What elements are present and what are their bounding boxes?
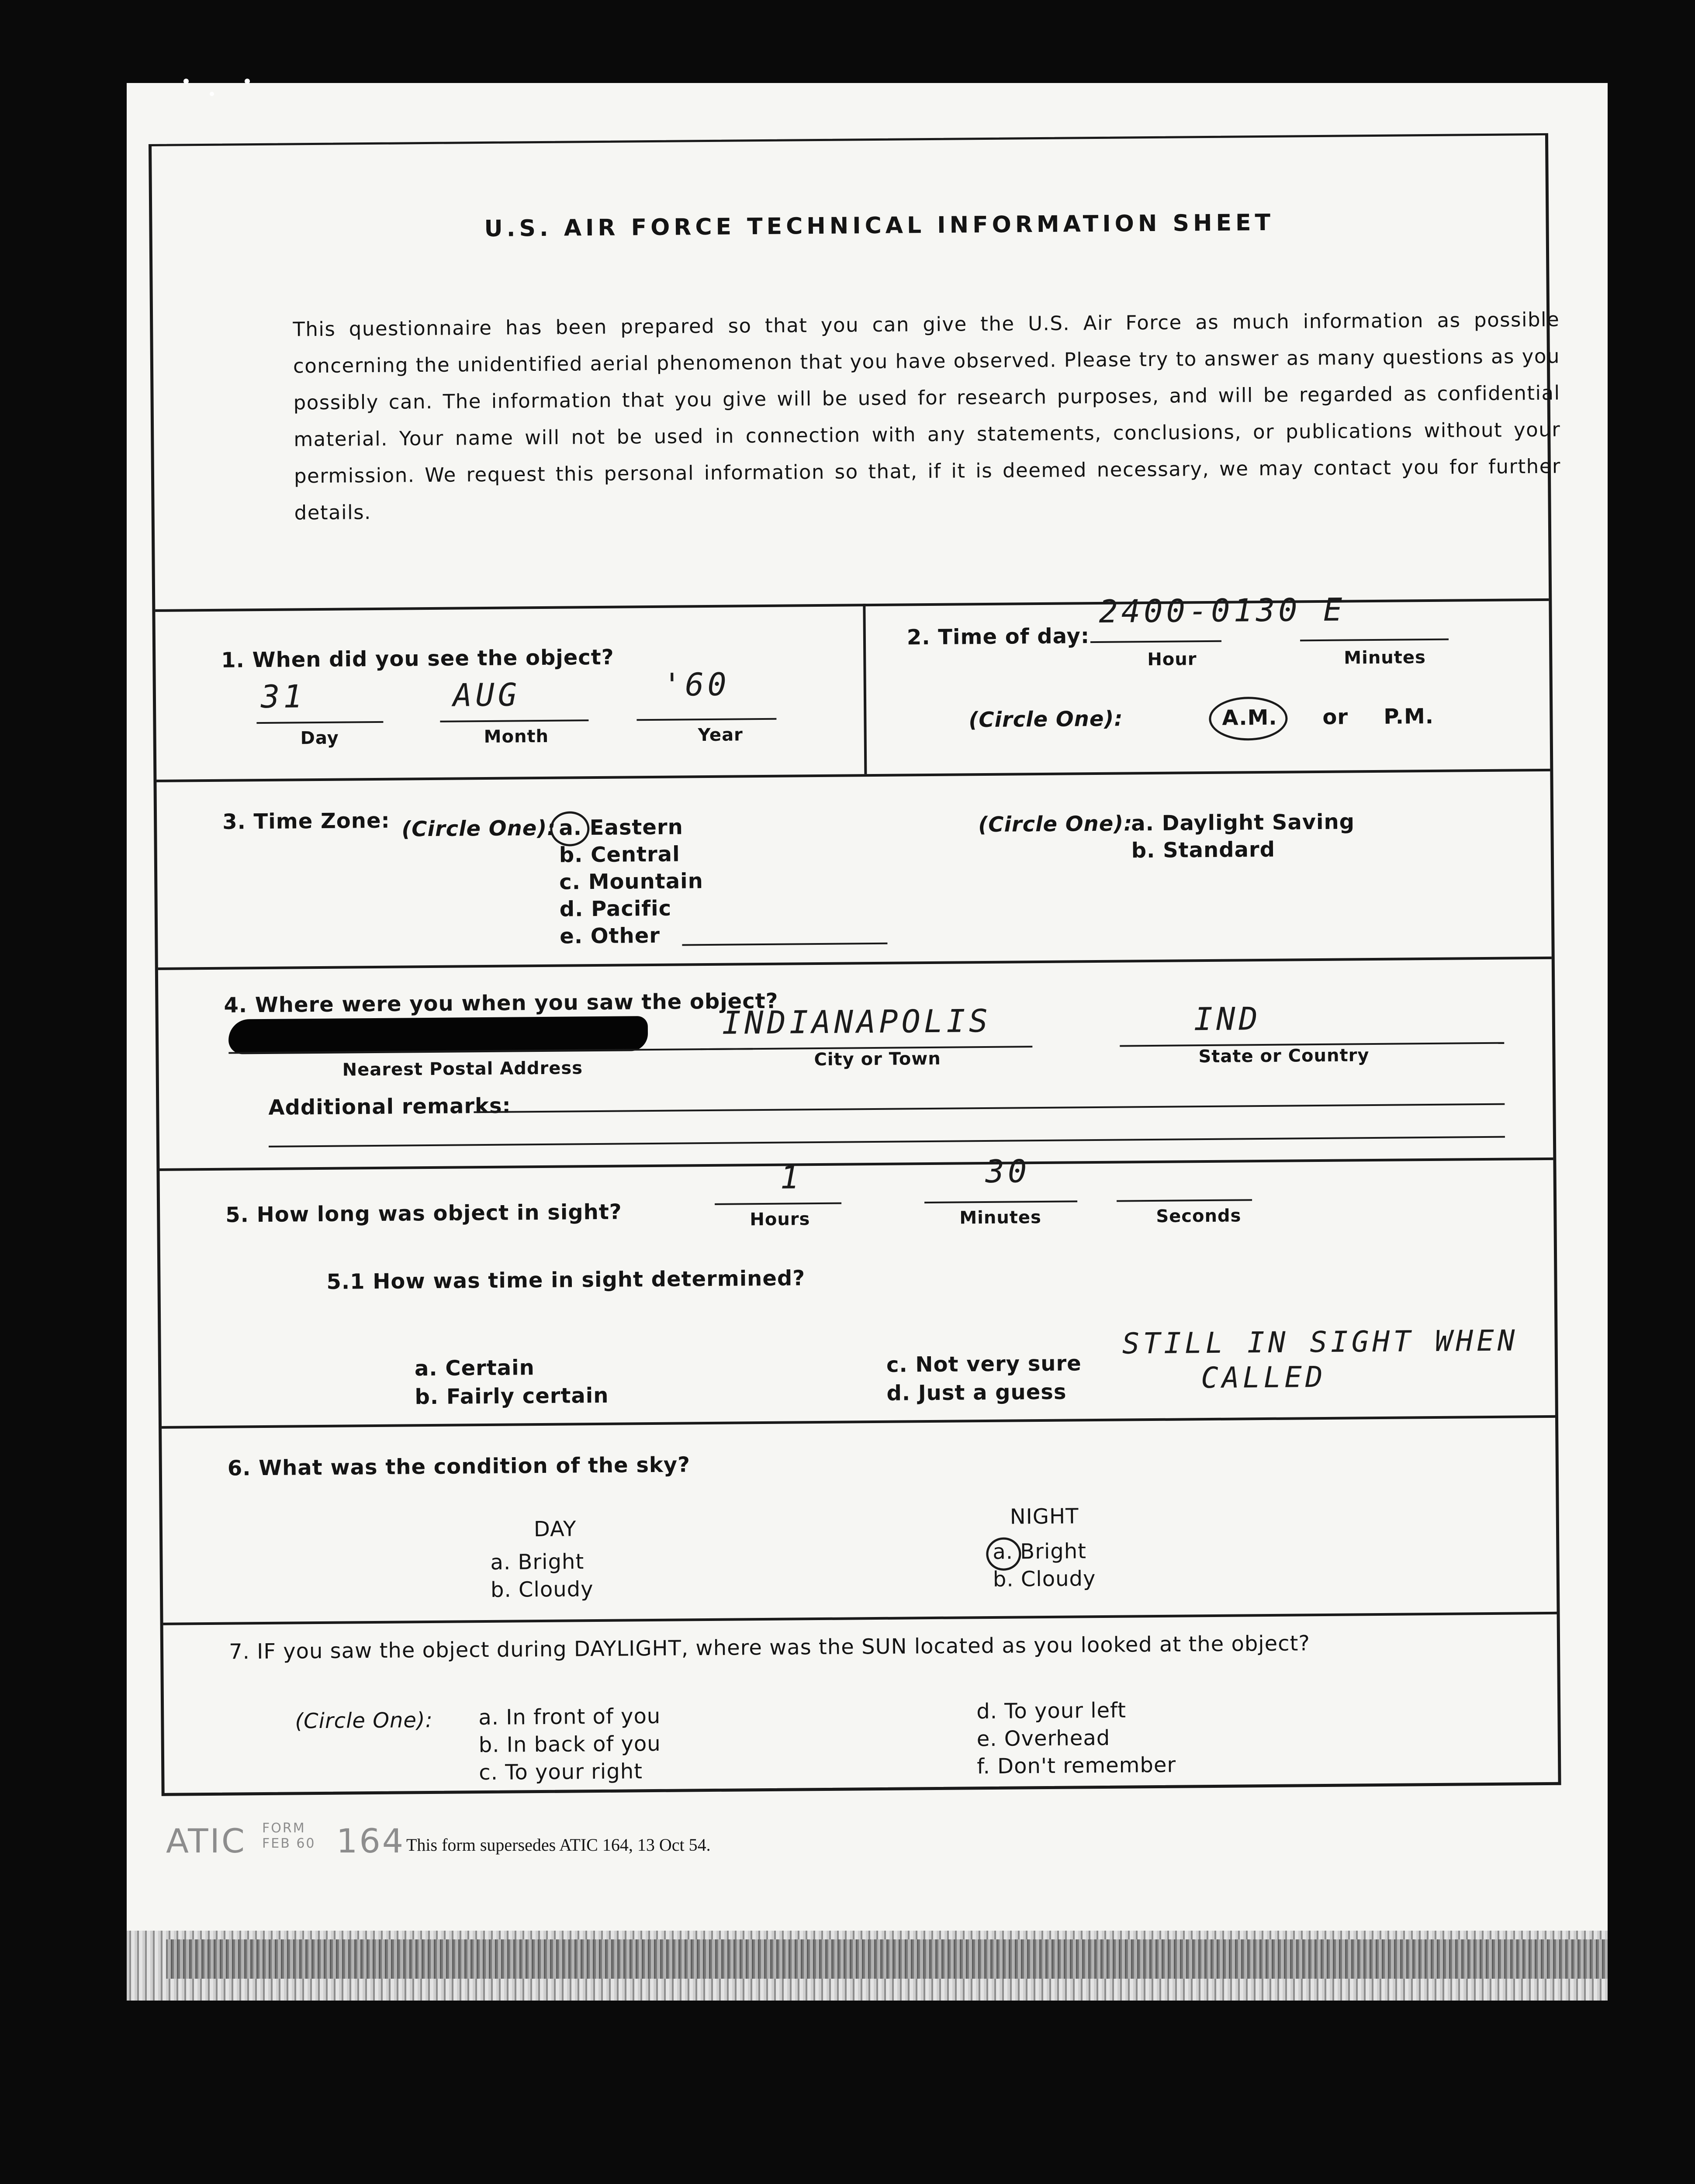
- q2-pm: P.M.: [1384, 704, 1434, 729]
- q5-seconds-caption: Seconds: [1156, 1206, 1242, 1227]
- q5-sub-label: 5.1 How was time in sight determined?: [326, 1266, 806, 1294]
- q4-state-caption: State or Country: [1198, 1045, 1370, 1067]
- form-stamp-word: FORM: [262, 1821, 306, 1836]
- q7-opt-e: e. Overhead: [976, 1725, 1110, 1752]
- q6-label: 6. What was the condition of the sky?: [227, 1452, 691, 1481]
- q2-label: 2. Time of day:: [906, 624, 1090, 650]
- q5-opt-d: d. Just a guess: [886, 1379, 1067, 1406]
- q2-circle-one: (Circle One):: [969, 706, 1123, 733]
- divider: [158, 957, 1552, 970]
- q4-address-caption: Nearest Postal Address: [342, 1058, 583, 1080]
- q1-label: 1. When did you see the object?: [221, 645, 614, 673]
- q2-minutes-line: [1300, 639, 1449, 642]
- q3-zone-c: c. Mountain: [559, 869, 703, 895]
- q2-hour-line: [1090, 640, 1221, 643]
- q5-opt-a: a. Certain: [414, 1355, 535, 1381]
- q1-month-value: AUG: [453, 676, 521, 714]
- intro-paragraph: This questionnaire has been prepared so that you can give the U.S. Air Force as much information as possible concerning the unidentified aerial phenomenon that you have observed. Please try to answer as many questions as you possibly can. The information that you give will be used for research purposes, and will be regarded as confidential material. Your name will not be used in connection with any statements, conclusions, or publications without your permission. We request this personal information so that, if it is deemed necessary, we may contact you for further details.: [293, 308, 1561, 525]
- q5-minutes-line: [924, 1200, 1077, 1203]
- q4-city-value: INDIANAPOLIS: [722, 1002, 992, 1041]
- q7-opt-c: c. To your right: [479, 1759, 643, 1785]
- divider: [163, 1612, 1557, 1625]
- q2-minutes-caption: Minutes: [1344, 647, 1426, 668]
- q5-hours-value: 1: [780, 1159, 803, 1196]
- q5-handwritten-note-line2: CALLED: [1200, 1360, 1326, 1395]
- q4-remarks-label: Additional remarks:: [268, 1093, 511, 1120]
- q7-opt-f: f. Don't remember: [977, 1752, 1176, 1779]
- divider: [156, 769, 1550, 782]
- q2-time-value: 2400-0130 E: [1099, 591, 1346, 630]
- q3-circle-one-zone: (Circle One):: [401, 816, 556, 842]
- q3-saving-a: a. Daylight Saving: [1131, 809, 1355, 836]
- q2-hour-caption: Hour: [1147, 649, 1197, 670]
- q4-label: 4. Where were you when you saw the object?: [224, 988, 778, 1018]
- q3-other-line: [682, 943, 887, 946]
- q5-hours-caption: Hours: [750, 1209, 810, 1230]
- q1-day-value: 31: [260, 678, 306, 715]
- q5-hours-line: [715, 1203, 841, 1205]
- q7-label: 7. IF you saw the object during DAYLIGHT, where was the SUN located as you looked at the object?: [228, 1631, 1311, 1664]
- form-title: U.S. AIR FORCE TECHNICAL INFORMATION SHEET: [484, 209, 1275, 242]
- q6-day-heading: DAY: [533, 1517, 577, 1542]
- q5-label: 5. How long was object in sight?: [225, 1199, 622, 1227]
- speck: [245, 79, 250, 84]
- q1-day-line: [256, 721, 383, 724]
- q6-day-b: b. Cloudy: [490, 1577, 594, 1602]
- q1-year-caption: Year: [698, 725, 743, 746]
- q5-opt-b: b. Fairly certain: [415, 1383, 609, 1410]
- q1-year-value: '60: [662, 666, 730, 703]
- q5-opt-c: c. Not very sure: [886, 1351, 1082, 1377]
- divider: [159, 1158, 1553, 1171]
- form-number: 164: [336, 1821, 405, 1860]
- q1-day-caption: Day: [300, 728, 339, 749]
- q2-or: or: [1322, 705, 1349, 729]
- divider: [162, 1415, 1555, 1429]
- q1-year-line: [636, 718, 776, 721]
- q7-opt-d: d. To your left: [976, 1698, 1127, 1724]
- form-stamp: ATIC: [166, 1821, 246, 1860]
- underlying-sheet-shadow: [166, 1939, 1608, 1979]
- redaction-mark: [228, 1016, 648, 1054]
- q3-zone-e: e. Other: [560, 923, 661, 949]
- q4-city-caption: City or Town: [814, 1048, 941, 1070]
- q3-zone-b: b. Central: [559, 842, 680, 867]
- q3-circle-one-saving: (Circle One):: [978, 811, 1133, 837]
- q6-day-a: a. Bright: [490, 1549, 585, 1575]
- q4-remarks-line-1: [474, 1103, 1505, 1113]
- q3-label: 3. Time Zone:: [222, 808, 390, 834]
- q6-night-heading: NIGHT: [1010, 1504, 1079, 1529]
- q6-night-a: a. Bright: [993, 1539, 1087, 1564]
- supersedes-note: This form supersedes ATIC 164, 13 Oct 54.: [406, 1835, 711, 1855]
- speck: [183, 79, 189, 84]
- form-stamp-date: FEB 60: [262, 1836, 316, 1851]
- q1-month-line: [440, 719, 588, 722]
- q5-minutes-value: 30: [985, 1153, 1031, 1190]
- q1-month-caption: Month: [484, 726, 549, 747]
- q7-opt-a: a. In front of you: [478, 1704, 661, 1730]
- questionnaire-form: [149, 133, 1561, 1796]
- q6-night-b: b. Cloudy: [993, 1566, 1096, 1592]
- q7-circle-one: (Circle One):: [295, 1708, 433, 1734]
- q5-handwritten-note-line1: STILL IN SIGHT WHEN: [1122, 1324, 1519, 1361]
- q3-zone-a: a. Eastern: [559, 815, 683, 840]
- divider: [863, 604, 867, 774]
- q3-saving-b: b. Standard: [1131, 837, 1276, 863]
- q4-remarks-line-2: [269, 1136, 1505, 1147]
- q5-seconds-line: [1117, 1199, 1252, 1202]
- q2-am: A.M.: [1222, 705, 1277, 730]
- q3-zone-d: d. Pacific: [559, 896, 672, 922]
- q5-minutes-caption: Minutes: [959, 1207, 1042, 1228]
- q7-opt-b: b. In back of you: [478, 1731, 661, 1758]
- q4-state-value: IND: [1193, 1000, 1262, 1038]
- speck: [210, 92, 214, 96]
